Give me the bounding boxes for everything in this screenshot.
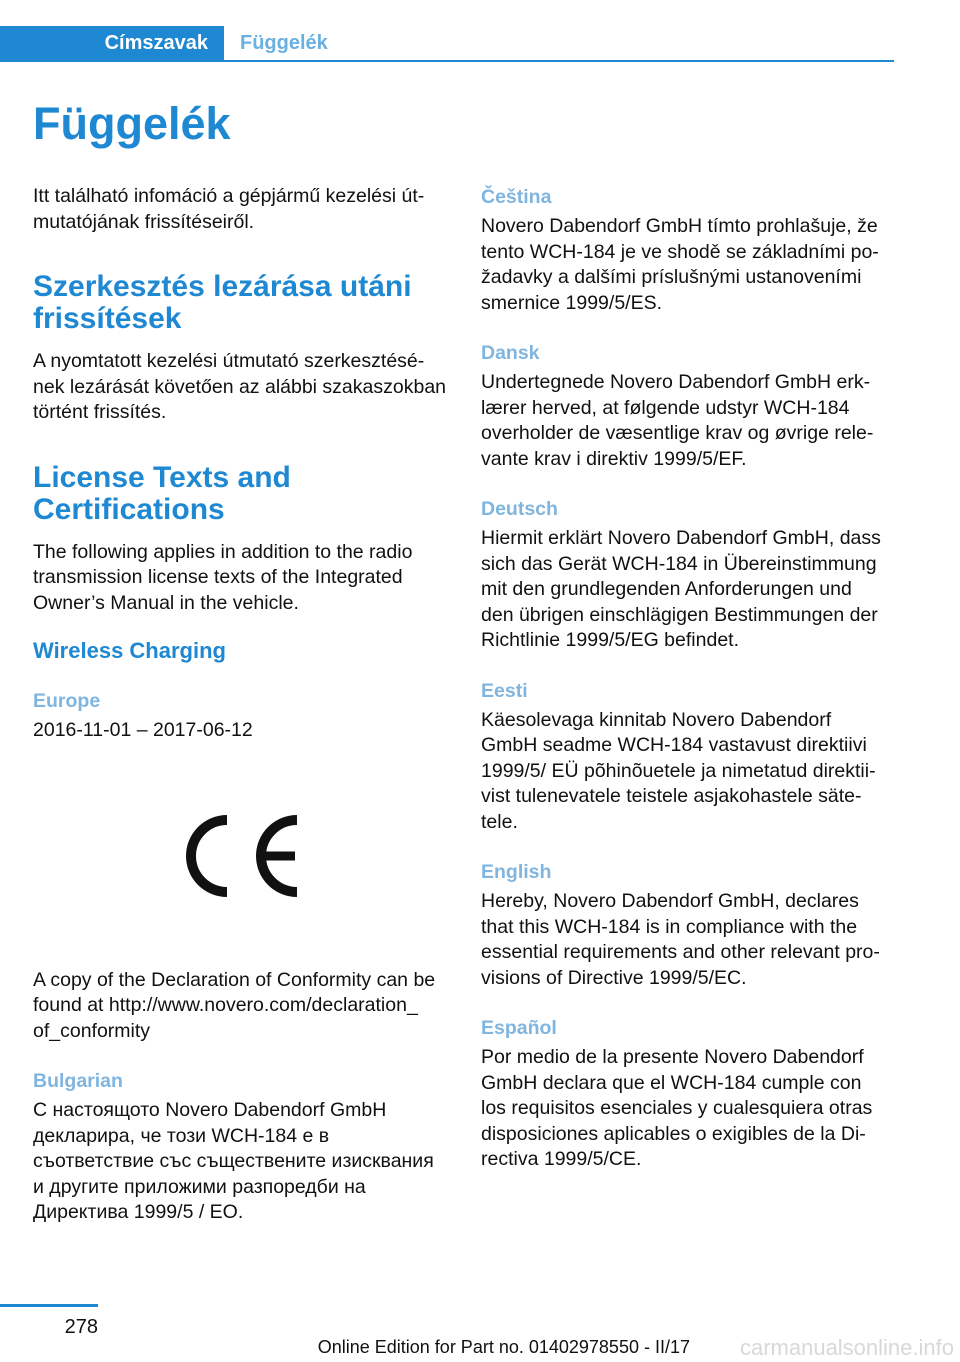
lang-block-espanol (481, 1015, 901, 1173)
lang-block-dansk (481, 340, 901, 472)
ce-mark-container (33, 806, 451, 956)
declaration-text: A copy of the Declaration of Conformity can be found at http://www.novero.com/declaration_ of_conformity (33, 968, 436, 1042)
lang-text-bulgarian: С настоящото Novero Dabendorf GmbH декларира, че този WCH-184 е в съответствие със съществените изисквания и другите приложими разпоредби на Директива 1999/5 / ЕО. (33, 1099, 434, 1223)
top-navigation (0, 26, 894, 62)
ce-mark-icon (177, 806, 307, 906)
section-updates-text: A nyomtatott kezelési útmutató szerkesztésé- nek lezárását követően az alábbi szakaszokban történt frissítés. (33, 350, 447, 423)
lang-heading: Čeština (481, 186, 552, 208)
lang-block-eesti (481, 678, 901, 836)
tab-appendix[interactable]: Függelék (240, 32, 328, 54)
lang-heading: Eesti (481, 679, 528, 702)
footer-accent-line (0, 1304, 98, 1307)
lang-text: Hereby, Novero Dabendorf GmbH, declares that this WCH-184 is in compliance with the essential requirements and other relevant pro- visions of Directive 1999/5/EC. (481, 890, 880, 989)
tab-index[interactable]: Címszavak (0, 26, 224, 60)
lang-text: Käesolevaga kinnitab Novero Dabendorf GmbH seadme WCH-184 vastavust direktiivi 1999/5/ EÜ põhinõuetele ja nimetatud direktii- vist tulenevatele teistele asjakohastele säte- tele. (481, 708, 876, 833)
right-column (481, 184, 901, 1173)
lang-text: Por medio de la presente Novero Dabendorf GmbH declara que el WCH-184 cumple con los requisitos esenciales y cualesquiera otras disposiciones aplicables o exigibles de la Di- rectiva 1999/5/CE. (481, 1046, 873, 1170)
edition-label: Online Edition for Part no. 01402978550 - II/17 (317, 1337, 690, 1357)
lang-heading-bulgarian: Bulgarian (33, 1070, 123, 1092)
lang-heading: Deutsch (481, 498, 558, 520)
nav-divider (0, 60, 894, 62)
section-title-updates: Szerkesztés lezárása utáni frissítések (33, 270, 412, 335)
page-title: Függelék (33, 98, 231, 149)
lang-heading: English (481, 861, 552, 883)
date-range: 2016-11-01 – 2017-06-12 (33, 719, 253, 741)
lang-block-cestina (481, 184, 901, 316)
lang-text: Novero Dabendorf GmbH tímto prohlašuje, že tento WCH-184 je ve shodě se základními po- žadavky a dalšími príslušnými ustanoveními smernice 1999/5/ES. (481, 215, 879, 314)
section-title-licenses: License Texts and Certifications (33, 460, 291, 526)
lang-text: Undertegnede Novero Dabendorf GmbH erk- lærer herved, at følgende udstyr WCH-184 overholder de væsentlige krav og øvrige rele- vante krav i direktiv 1999/5/EF. (481, 371, 874, 470)
lang-block-deutsch (481, 496, 901, 654)
subsection-title-wireless: Wireless Charging (33, 638, 226, 663)
lang-block-english (481, 859, 901, 991)
intro-text: Itt található infomáció a gépjármű kezelési út- mutatójának frissítéseiről. (33, 185, 425, 233)
lang-heading: Español (481, 1017, 557, 1039)
lang-text: Hiermit erklärt Novero Dabendorf GmbH, dass sich das Gerät WCH-184 in Übereinstimmung mit den grundlegenden Anforderungen und den übrigen einschlägigen Bestimmungen der Richtlinie 1999/5/EG befindet. (481, 527, 881, 651)
page-number: 278 (64, 1316, 98, 1338)
section-licenses-text: The following applies in addition to the radio transmission license texts of the Integrated Owner’s Manual in the vehicle. (33, 540, 413, 614)
watermark: carmanualsonline.info (739, 1335, 954, 1360)
lang-heading: Dansk (481, 342, 540, 364)
left-column (33, 184, 451, 1226)
region-heading: Europe (33, 690, 101, 712)
